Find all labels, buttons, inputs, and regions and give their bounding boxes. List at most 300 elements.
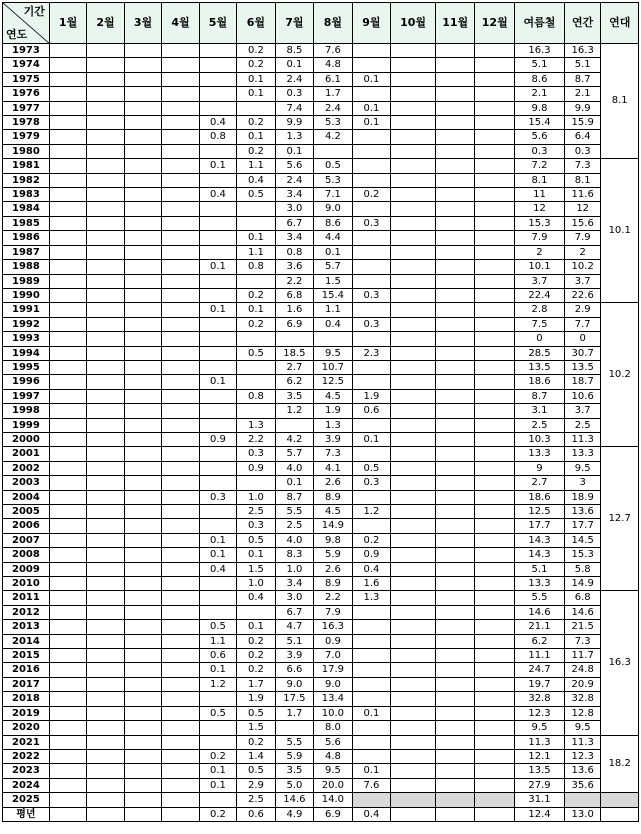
month-value-cell: 5.9 <box>275 749 314 763</box>
month-value-cell <box>352 159 391 173</box>
month-value-cell <box>124 476 161 490</box>
month-value-cell <box>87 764 124 778</box>
month-value-cell: 0.8 <box>199 130 236 144</box>
month-value-cell: 1.3 <box>275 130 314 144</box>
month-value-cell <box>87 144 124 158</box>
month-value-cell <box>435 288 475 302</box>
month-value-cell <box>49 72 86 86</box>
year-cell: 1993 <box>3 332 50 346</box>
month-value-cell <box>314 144 353 158</box>
month-value-cell <box>87 721 124 735</box>
table-row <box>3 188 639 202</box>
data-table <box>2 2 639 822</box>
month-header: 4월 <box>162 3 199 44</box>
month-value-cell <box>391 749 436 763</box>
month-value-cell <box>475 519 515 533</box>
year-cell: 2008 <box>3 548 50 562</box>
month-value-cell: 3.9 <box>314 432 353 446</box>
month-value-cell <box>275 332 314 346</box>
month-value-cell <box>435 721 475 735</box>
month-value-cell <box>475 389 515 403</box>
month-value-cell <box>435 634 475 648</box>
month-value-cell <box>49 87 86 101</box>
summer-value-cell: 15.4 <box>515 116 565 130</box>
month-value-cell: 3.0 <box>275 591 314 605</box>
month-value-cell <box>435 231 475 245</box>
month-value-cell: 4.5 <box>314 505 353 519</box>
year-cell: 2018 <box>3 692 50 706</box>
year-cell: 2007 <box>3 533 50 547</box>
month-value-cell <box>475 807 515 821</box>
month-value-cell: 1.1 <box>314 303 353 317</box>
summer-value-cell: 12.4 <box>515 807 565 821</box>
annual-value-cell: 11.7 <box>564 649 600 663</box>
summer-value-cell: 10.3 <box>515 432 565 446</box>
month-value-cell: 1.0 <box>237 490 276 504</box>
month-value-cell <box>435 144 475 158</box>
table-row <box>3 375 639 389</box>
month-value-cell <box>391 317 436 331</box>
month-value-cell: 5.7 <box>314 260 353 274</box>
month-value-cell: 0.2 <box>237 116 276 130</box>
month-value-cell <box>237 605 276 619</box>
month-value-cell <box>49 778 86 792</box>
month-value-cell <box>162 577 199 591</box>
month-value-cell: 7.6 <box>352 778 391 792</box>
month-value-cell <box>475 620 515 634</box>
month-value-cell <box>199 461 236 475</box>
table-row <box>3 231 639 245</box>
month-value-cell <box>162 649 199 663</box>
month-value-cell: 5.7 <box>275 447 314 461</box>
month-value-cell <box>475 793 515 807</box>
decade-value-cell: 10.2 <box>601 303 639 447</box>
table-row <box>3 58 639 72</box>
annual-value-cell: 7.7 <box>564 317 600 331</box>
month-value-cell <box>237 375 276 389</box>
table-row <box>3 72 639 86</box>
month-value-cell: 2.5 <box>237 505 276 519</box>
month-value-cell: 0.5 <box>314 159 353 173</box>
month-value-cell <box>435 130 475 144</box>
month-value-cell <box>124 807 161 821</box>
month-value-cell <box>199 332 236 346</box>
month-value-cell <box>435 87 475 101</box>
month-value-cell <box>87 130 124 144</box>
month-value-cell <box>391 432 436 446</box>
month-value-cell <box>162 202 199 216</box>
month-value-cell <box>199 346 236 360</box>
corner-top-label: 기간 <box>23 5 45 18</box>
month-value-cell <box>162 591 199 605</box>
month-header: 7월 <box>275 3 314 44</box>
month-value-cell <box>391 677 436 691</box>
month-value-cell <box>87 101 124 115</box>
month-value-cell <box>435 548 475 562</box>
table-row <box>3 44 639 58</box>
annual-value-cell: 21.5 <box>564 620 600 634</box>
month-value-cell <box>49 663 86 677</box>
month-value-cell <box>391 706 436 720</box>
month-value-cell <box>435 505 475 519</box>
month-value-cell <box>49 44 86 58</box>
year-cell: 2005 <box>3 505 50 519</box>
month-value-cell: 4.4 <box>314 231 353 245</box>
month-value-cell <box>87 807 124 821</box>
month-value-cell <box>162 116 199 130</box>
month-value-cell <box>435 317 475 331</box>
month-value-cell <box>162 231 199 245</box>
month-value-cell <box>124 706 161 720</box>
month-value-cell <box>124 144 161 158</box>
summer-value-cell: 24.7 <box>515 663 565 677</box>
month-value-cell <box>124 346 161 360</box>
month-value-cell <box>475 663 515 677</box>
month-value-cell <box>352 793 391 807</box>
month-value-cell: 7.0 <box>314 649 353 663</box>
month-value-cell <box>435 202 475 216</box>
month-value-cell <box>87 749 124 763</box>
month-value-cell <box>435 706 475 720</box>
month-value-cell <box>49 749 86 763</box>
month-value-cell <box>391 505 436 519</box>
year-cell: 1995 <box>3 360 50 374</box>
month-value-cell: 0.1 <box>352 101 391 115</box>
month-value-cell: 8.9 <box>314 490 353 504</box>
month-value-cell: 0.4 <box>199 116 236 130</box>
month-value-cell <box>49 202 86 216</box>
annual-value-cell: 3.7 <box>564 404 600 418</box>
month-value-cell: 0.5 <box>352 461 391 475</box>
month-value-cell <box>87 58 124 72</box>
month-value-cell <box>237 332 276 346</box>
summer-header: 여름철 <box>515 3 565 44</box>
table-row <box>3 677 639 691</box>
month-value-cell: 2.2 <box>237 432 276 446</box>
summer-value-cell: 7.5 <box>515 317 565 331</box>
month-value-cell <box>162 245 199 259</box>
month-value-cell <box>475 591 515 605</box>
month-value-cell <box>162 505 199 519</box>
annual-value-cell: 30.7 <box>564 346 600 360</box>
month-value-cell: 0.1 <box>314 245 353 259</box>
month-value-cell: 1.9 <box>352 389 391 403</box>
table-row <box>3 130 639 144</box>
year-cell: 2024 <box>3 778 50 792</box>
month-value-cell <box>391 778 436 792</box>
month-value-cell <box>87 778 124 792</box>
annual-value-cell: 7.3 <box>564 159 600 173</box>
month-value-cell: 0.1 <box>237 87 276 101</box>
month-value-cell <box>435 793 475 807</box>
summer-value-cell: 32.8 <box>515 692 565 706</box>
year-cell: 1976 <box>3 87 50 101</box>
decade-value-cell: 16.3 <box>601 591 639 735</box>
month-value-cell <box>87 346 124 360</box>
month-value-cell <box>49 231 86 245</box>
table-row <box>3 317 639 331</box>
month-value-cell: 0.3 <box>275 87 314 101</box>
month-value-cell <box>352 58 391 72</box>
month-value-cell <box>391 620 436 634</box>
year-cell: 2011 <box>3 591 50 605</box>
table-row <box>3 663 639 677</box>
month-value-cell <box>391 793 436 807</box>
month-value-cell <box>199 360 236 374</box>
month-value-cell <box>435 260 475 274</box>
year-cell: 1977 <box>3 101 50 115</box>
month-value-cell <box>391 58 436 72</box>
month-value-cell <box>87 418 124 432</box>
month-value-cell <box>475 404 515 418</box>
month-value-cell: 0.5 <box>237 706 276 720</box>
year-cell: 1978 <box>3 116 50 130</box>
month-value-cell: 9.9 <box>275 116 314 130</box>
month-value-cell: 0.1 <box>237 548 276 562</box>
table-row <box>3 461 639 475</box>
month-value-cell <box>275 721 314 735</box>
year-cell: 2021 <box>3 735 50 749</box>
summer-value-cell: 14.6 <box>515 605 565 619</box>
month-value-cell <box>391 288 436 302</box>
month-value-cell <box>475 216 515 230</box>
month-value-cell: 1.0 <box>275 562 314 576</box>
summer-value-cell: 12.5 <box>515 505 565 519</box>
month-value-cell <box>475 288 515 302</box>
month-value-cell: 9.0 <box>275 677 314 691</box>
month-value-cell: 8.5 <box>275 44 314 58</box>
month-value-cell <box>162 692 199 706</box>
table-row <box>3 749 639 763</box>
summer-value-cell: 3.7 <box>515 274 565 288</box>
month-value-cell <box>237 101 276 115</box>
year-cell: 2001 <box>3 447 50 461</box>
month-value-cell: 4.7 <box>275 620 314 634</box>
month-value-cell <box>475 418 515 432</box>
summer-value-cell: 12.3 <box>515 706 565 720</box>
month-value-cell: 6.7 <box>275 216 314 230</box>
annual-value-cell <box>564 793 600 807</box>
table-row <box>3 202 639 216</box>
month-value-cell <box>124 418 161 432</box>
month-value-cell <box>391 577 436 591</box>
month-value-cell <box>87 375 124 389</box>
month-value-cell <box>435 577 475 591</box>
table-row <box>3 692 639 706</box>
month-value-cell: 0.1 <box>237 303 276 317</box>
month-value-cell <box>124 548 161 562</box>
summer-value-cell: 7.2 <box>515 159 565 173</box>
month-value-cell: 0.1 <box>199 764 236 778</box>
month-value-cell <box>435 360 475 374</box>
month-value-cell <box>162 533 199 547</box>
month-value-cell <box>49 101 86 115</box>
year-cell: 1992 <box>3 317 50 331</box>
month-value-cell: 13.4 <box>314 692 353 706</box>
month-value-cell <box>475 87 515 101</box>
month-value-cell <box>199 389 236 403</box>
table-row <box>3 476 639 490</box>
month-value-cell: 1.5 <box>237 562 276 576</box>
month-value-cell <box>49 144 86 158</box>
year-cell: 1981 <box>3 159 50 173</box>
month-value-cell <box>391 548 436 562</box>
month-value-cell <box>391 562 436 576</box>
annual-value-cell: 13.0 <box>564 807 600 821</box>
month-value-cell <box>352 274 391 288</box>
month-value-cell <box>435 620 475 634</box>
month-value-cell <box>435 245 475 259</box>
year-cell: 1982 <box>3 173 50 187</box>
month-value-cell: 17.5 <box>275 692 314 706</box>
month-value-cell <box>124 202 161 216</box>
month-value-cell <box>352 144 391 158</box>
month-value-cell <box>391 216 436 230</box>
month-value-cell <box>162 706 199 720</box>
month-value-cell <box>352 620 391 634</box>
summer-value-cell: 2.1 <box>515 87 565 101</box>
annual-value-cell: 6.4 <box>564 130 600 144</box>
month-value-cell: 0.5 <box>199 706 236 720</box>
year-cell: 2016 <box>3 663 50 677</box>
month-value-cell <box>475 332 515 346</box>
month-value-cell <box>49 346 86 360</box>
month-header: 10월 <box>391 3 436 44</box>
month-value-cell <box>87 303 124 317</box>
month-value-cell <box>199 418 236 432</box>
month-value-cell: 8.9 <box>314 577 353 591</box>
annual-value-cell: 15.3 <box>564 548 600 562</box>
month-value-cell <box>162 807 199 821</box>
month-value-cell: 5.5 <box>275 735 314 749</box>
month-value-cell <box>199 721 236 735</box>
month-value-cell <box>162 188 199 202</box>
summer-value-cell: 12 <box>515 202 565 216</box>
month-value-cell <box>87 562 124 576</box>
month-value-cell <box>162 44 199 58</box>
month-value-cell <box>87 72 124 86</box>
month-value-cell: 4.2 <box>275 432 314 446</box>
summer-value-cell: 18.6 <box>515 490 565 504</box>
month-value-cell <box>237 476 276 490</box>
month-value-cell <box>435 418 475 432</box>
month-value-cell <box>87 389 124 403</box>
month-value-cell: 0.1 <box>275 144 314 158</box>
month-value-cell: 0.1 <box>199 159 236 173</box>
month-value-cell <box>124 749 161 763</box>
summer-value-cell: 5.6 <box>515 130 565 144</box>
month-value-cell <box>352 605 391 619</box>
month-value-cell <box>391 72 436 86</box>
month-value-cell: 6.6 <box>275 663 314 677</box>
month-value-cell <box>124 58 161 72</box>
month-value-cell <box>87 231 124 245</box>
month-value-cell <box>199 245 236 259</box>
month-value-cell <box>49 375 86 389</box>
month-value-cell <box>124 404 161 418</box>
month-value-cell <box>49 807 86 821</box>
month-value-cell: 0.2 <box>237 735 276 749</box>
summer-value-cell: 9.8 <box>515 101 565 115</box>
month-value-cell <box>435 216 475 230</box>
table-row <box>3 519 639 533</box>
month-value-cell <box>49 461 86 475</box>
decade-empty-cell <box>601 807 639 821</box>
annual-value-cell: 10.6 <box>564 389 600 403</box>
month-value-cell <box>352 649 391 663</box>
month-value-cell: 2.6 <box>314 476 353 490</box>
year-cell: 1974 <box>3 58 50 72</box>
month-value-cell <box>391 346 436 360</box>
month-value-cell <box>391 188 436 202</box>
month-value-cell: 6.9 <box>275 317 314 331</box>
month-value-cell <box>199 591 236 605</box>
month-value-cell: 5.3 <box>314 173 353 187</box>
month-value-cell <box>124 634 161 648</box>
month-value-cell <box>124 245 161 259</box>
month-value-cell <box>435 101 475 115</box>
month-value-cell: 14.9 <box>314 519 353 533</box>
month-value-cell <box>162 216 199 230</box>
month-value-cell <box>162 87 199 101</box>
month-value-cell: 1.1 <box>237 159 276 173</box>
decade-header: 연대 <box>601 3 639 44</box>
month-value-cell <box>391 87 436 101</box>
year-cell: 1975 <box>3 72 50 86</box>
month-value-cell <box>391 116 436 130</box>
month-value-cell: 0.1 <box>237 231 276 245</box>
month-value-cell: 0.1 <box>199 548 236 562</box>
summer-value-cell: 5.5 <box>515 591 565 605</box>
year-cell: 2019 <box>3 706 50 720</box>
month-value-cell <box>49 389 86 403</box>
month-value-cell <box>124 260 161 274</box>
month-value-cell: 8.3 <box>275 548 314 562</box>
month-value-cell <box>475 346 515 360</box>
month-value-cell <box>162 144 199 158</box>
month-value-cell <box>124 173 161 187</box>
month-value-cell <box>162 490 199 504</box>
month-value-cell: 1.9 <box>237 692 276 706</box>
month-value-cell: 4.5 <box>314 389 353 403</box>
month-value-cell: 7.3 <box>314 447 353 461</box>
month-value-cell: 1.0 <box>237 577 276 591</box>
month-value-cell <box>391 173 436 187</box>
month-value-cell <box>435 735 475 749</box>
month-value-cell <box>475 58 515 72</box>
table-row <box>3 634 639 648</box>
month-value-cell <box>475 778 515 792</box>
month-value-cell <box>475 317 515 331</box>
month-value-cell <box>87 317 124 331</box>
summer-value-cell: 3.1 <box>515 404 565 418</box>
month-value-cell <box>475 202 515 216</box>
month-value-cell <box>162 288 199 302</box>
summer-value-cell: 0 <box>515 332 565 346</box>
annual-value-cell: 20.9 <box>564 677 600 691</box>
annual-value-cell: 9.5 <box>564 461 600 475</box>
month-value-cell: 0.9 <box>199 432 236 446</box>
table-row <box>3 303 639 317</box>
month-value-cell <box>124 620 161 634</box>
month-value-cell: 0.1 <box>199 778 236 792</box>
month-value-cell <box>435 188 475 202</box>
annual-value-cell: 11.3 <box>564 432 600 446</box>
month-value-cell: 7.1 <box>314 188 353 202</box>
month-value-cell: 1.3 <box>237 418 276 432</box>
year-cell: 2010 <box>3 577 50 591</box>
month-value-cell <box>124 159 161 173</box>
